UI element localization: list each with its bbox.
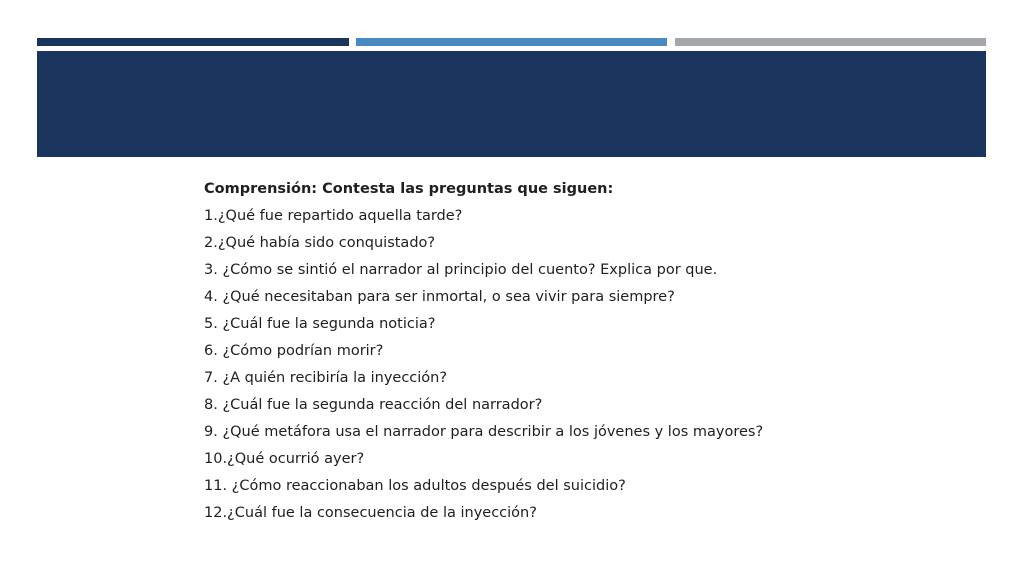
comprehension-heading: Comprensión: Contesta las preguntas que siguen: <box>204 181 614 197</box>
question-12: 12.¿Cuál fue la consecuencia de la inyección? <box>204 505 537 521</box>
accent-bar-gray <box>675 38 986 46</box>
question-2: 2.¿Qué había sido conquistado? <box>204 235 436 251</box>
slide-body <box>204 176 984 527</box>
question-4: 4. ¿Qué necesitaban para ser inmortal, o sea vivir para siempre? <box>204 289 675 305</box>
question-3: 3. ¿Cómo se sintió el narrador al principio del cuento? Explica por que. <box>204 262 718 278</box>
accent-bar-blue <box>356 38 667 46</box>
question-list <box>204 203 984 527</box>
question-1: 1.¿Qué fue repartido aquella tarde? <box>204 208 463 224</box>
accent-bar-navy <box>37 38 349 46</box>
question-9: 9. ¿Qué metáfora usa el narrador para describir a los jóvenes y los mayores? <box>204 424 764 440</box>
question-6: 6. ¿Cómo podrían morir? <box>204 343 384 359</box>
question-8: 8. ¿Cuál fue la segunda reacción del narrador? <box>204 397 543 413</box>
question-5: 5. ¿Cuál fue la segunda noticia? <box>204 316 436 332</box>
title-banner <box>37 51 986 157</box>
question-7: 7. ¿A quién recibiría la inyección? <box>204 370 448 386</box>
question-11: 11. ¿Cómo reaccionaban los adultos después del suicidio? <box>204 478 626 494</box>
question-10: 10.¿Qué ocurrió ayer? <box>204 451 365 467</box>
